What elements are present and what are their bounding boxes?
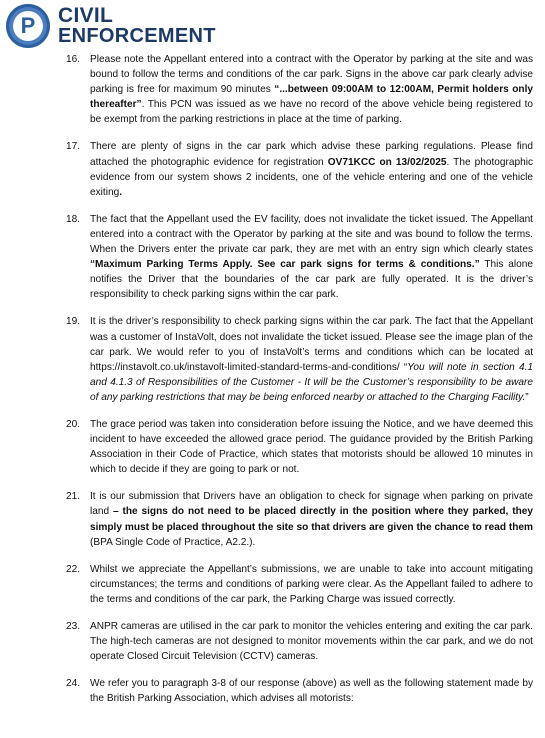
- paragraph-text: We refer you to paragraph 3-8 of our response (above) as well as the following statement made by the British Parking Association, which advises all motorists:: [90, 678, 533, 705]
- logo-p-letter: P: [13, 11, 43, 41]
- numbered-paragraph: [66, 489, 533, 549]
- bold-text: “...between 09:00AM to 12:00AM, Permit holders only thereafter”: [90, 84, 533, 111]
- paragraph-text: ANPR cameras are utilised in the car park to monitor the vehicles entering and exiting the car park. The high-tech cameras are not designed to monitor movements within the car park, and we do not operate Closed Circuit Television (CCTV) cameras.: [90, 621, 533, 663]
- logo-line-1: CIVIL: [58, 4, 114, 27]
- numbered-paragraph: [66, 52, 533, 127]
- paragraph-number: 24.: [66, 678, 81, 690]
- paragraph-text: (BPA Single Code of Practice, A2.2.).: [90, 536, 256, 548]
- italic-text: You will note in section 4.1 and 4.1.3 of Responsibilities of the Customer - It will be the Customer’s responsibility to be aware of any parking restrictions that may be being enforced nearby or attached to the Charging Facility.: [90, 361, 533, 403]
- numbered-paragraph: [66, 314, 533, 405]
- paragraph-number: 20.: [66, 418, 81, 430]
- paragraph-text: It is the driver’s responsibility to check parking signs within the car park. The fact that the Appellant was a customer of InstaVolt, does not invalidate the ticket issued. Please see the image plan of the car park. We would refer to you of InstaVolt’s terms and conditions which can be located at https://instavolt.co.uk/instavolt-limited-standard-terms-and-conditions/ “: [90, 316, 533, 373]
- logo-p-icon: [6, 4, 50, 48]
- paragraph-text: It is our submission that Drivers have an obligation to check for signage when parking on private land: [90, 491, 533, 518]
- logo-wordmark: [58, 6, 216, 46]
- numbered-paragraph: [66, 417, 533, 477]
- paragraph-number: 22.: [66, 563, 81, 575]
- paragraph-number: 23.: [66, 621, 81, 632]
- paragraph-text: The grace period was taken into consideration before issuing the Notice, and we have deemed this incident to have exceeded the allowed grace period. The guidance provided by the British Parking Association in their Code of Practice, which states that motorists should be allowed 10 minutes in which to decide if they are going to park or not.: [90, 418, 533, 476]
- paragraph-text: . This PCN was issued as we have no record of the above vehicle being registered to be exempt from the parking restrictions in place at the time of parking.: [90, 99, 533, 126]
- logo-line-2: ENFORCEMENT: [58, 25, 216, 47]
- paragraph-text: The fact that the Appellant used the EV facility, does not invalidate the ticket issued. The Appellant entered into a contract with the Operator by parking at the site and was bound to follow the terms. When the Drivers enter the private car park, they are met with an entry sign which clearly states: [90, 213, 533, 256]
- paragraph-text: Whilst we appreciate the Appellant’s submissions, we are unable to take into account mitigating circumstances; the terms and conditions of parking were clear. As the Appellant failed to adhere to the terms and conditions of the car park, the Parking Charge was issued correctly.: [90, 563, 533, 605]
- numbered-paragraph: [66, 562, 533, 607]
- paragraph-number: 21.: [66, 491, 81, 503]
- bold-text: .: [119, 186, 122, 198]
- paragraph-number: 19.: [66, 316, 81, 328]
- paragraph-text: ”: [525, 391, 529, 403]
- paragraph-number: 16.: [66, 54, 81, 65]
- numbered-paragraph: [66, 676, 533, 706]
- paragraph-text: Please note the Appellant entered into a contract with the Operator by parking at the site and was bound to follow the terms and conditions of the car park. Signs in the above car park clearly advise parking is free for maximum 90 minutes: [90, 54, 533, 96]
- bold-text: OV71KCC on 13/02/2025: [327, 156, 447, 168]
- bold-text: – the signs do not need to be placed directly in the position where they parked, they simply must be placed throughout the site so that drivers are given the chance to read them: [90, 506, 534, 533]
- paragraph-text: . The photographic evidence from our system shows 2 incidents, one of the vehicle entering and one of the vehicle exiting: [90, 156, 534, 198]
- civil-enforcement-logo: [6, 4, 216, 48]
- paragraph-number: 18.: [66, 213, 81, 225]
- paragraph-text: This alone notifies the Driver that the boundaries of the car park are fully operated. It is the driver’s responsibility to check parking signs within the car park.: [90, 259, 533, 301]
- numbered-paragraph: [66, 619, 533, 664]
- numbered-paragraph: [66, 139, 533, 199]
- bold-text: “Maximum Parking Terms Apply. See car park signs for terms & conditions.”: [90, 259, 480, 271]
- paragraph-text: There are plenty of signs in the car park which advise these parking regulations. Please find attached the photographic evidence for registration: [90, 141, 533, 168]
- numbered-paragraph: [66, 212, 533, 303]
- paragraph-number: 17.: [66, 141, 81, 153]
- document-body: [66, 52, 533, 718]
